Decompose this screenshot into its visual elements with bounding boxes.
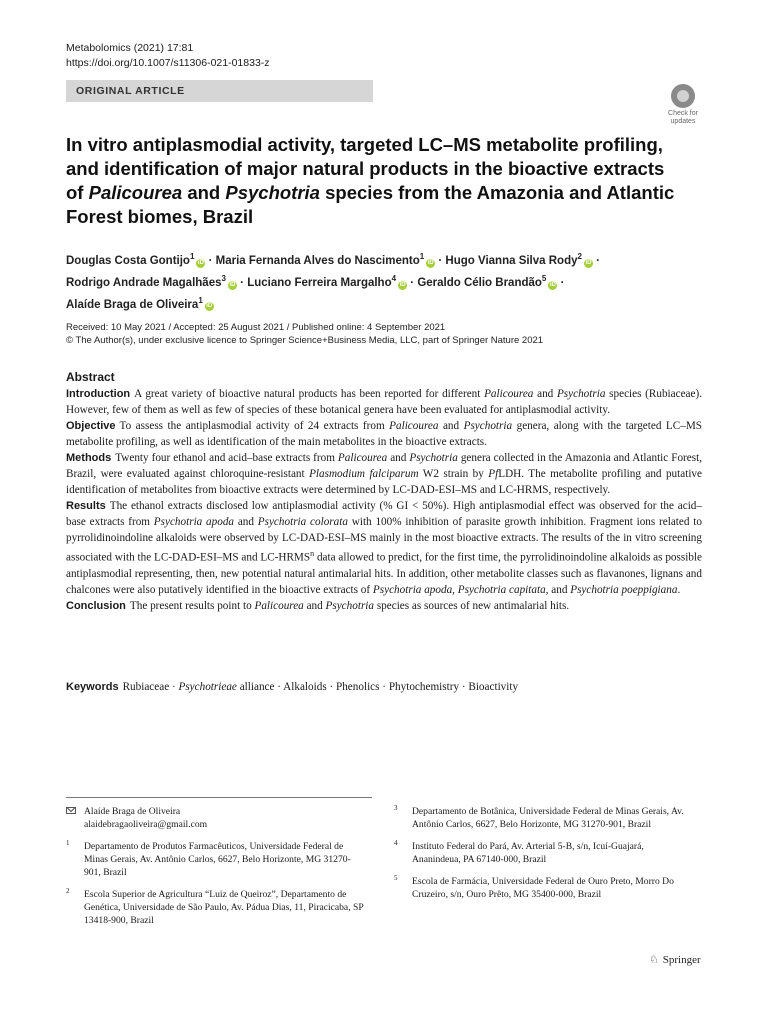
affiliation-3: 3 Departamento de Botânica, Universidade Federal de Minas Gerais, Av. Antônio Carlos, 6627, Belo Horizonte, MG 31270-901, Brazil <box>394 804 684 830</box>
author-name[interactable]: Geraldo Célio Brandão <box>417 276 542 289</box>
abstract-objective: Objective To assess the antiplasmodial activity of 24 extracts from Palicourea and Psychotria genera, along with the targeted LC–MS metabolite profiling, as well as identification of the main metabolites in the bioactive extracts. <box>66 420 702 448</box>
footnotes-left <box>66 805 366 936</box>
article-type-banner: ORIGINAL ARTICLE <box>66 80 373 102</box>
abstract-results: Results The ethanol extracts disclosed low antiplasmodial activity (% GI < 50%). High antiplasmodial effect was observed for the acid–base extracts from Psychotria apoda and Psychotria colorata with 100% inhibition of parasite growth inhibition. Fragment ions related to pyrrolidinoindoline alkaloids were observed by LC-DAD-ESI–MS mainly in the most bioactive extracts. The results of the in vitro screening associated with the LC-DAD-ESI–MS and LC-HRMS$^n$ data allowed to predict, for the first time, the pyrrolidinoindoline alkaloids as possible antiplasmodial representing, then, new potential natural antimalarial hits. In addition, other metabolite classes such as flavanones, lignans and chalcones were also putatively identified in the bioactive extracts of Psychotria apoda, Psychotria capitata, and Psychotria poeppigiana. <box>66 500 702 596</box>
check-updates-icon <box>671 84 695 108</box>
orcid-icon[interactable]: iD <box>197 259 204 266</box>
history-dates: Received: 10 May 2021 / Accepted: 25 August 2021 / Published online: 4 September 2021 <box>66 322 446 333</box>
author-name[interactable]: Maria Fernanda Alves do Nascimento <box>215 254 420 267</box>
envelope-icon <box>66 807 76 814</box>
orcid-icon[interactable]: iD <box>229 281 236 288</box>
check-for-updates-badge[interactable] <box>663 84 703 126</box>
corresponding-name: Alaíde Braga de Oliveira <box>84 806 181 817</box>
keywords: Keywords Rubiaceae · Psychotrieae alliance · Alkaloids · Phenolics · Phytochemistry · Bioactivity <box>66 681 519 693</box>
affiliation-5: 5 Escola de Farmácia, Universidade Federal de Ouro Preto, Morro Do Cruzeiro, s/n, Ouro Prêto, MG 35400-000, Brazil <box>394 874 674 900</box>
article-title: In vitro antiplasmodial activity, targeted LC–MS metabolite profiling, and identification of major natural products in the bioactive extracts of Palicourea and Psychotria species from the Amazonia and Atlantic Forest biomes, Brazil <box>66 134 675 227</box>
affiliation-4: 4 Instituto Federal do Pará, Av. Arterial 5-B, s/n, Icuí-Guajará, Ananindeua, PA 67140-000, Brazil <box>394 839 644 865</box>
check-updates-label: Check for updates <box>668 110 698 125</box>
keywords-label: Keywords <box>66 681 119 693</box>
orcid-icon[interactable]: iD <box>399 281 406 288</box>
springer-horse-icon: ♘ <box>649 954 659 966</box>
publisher-name: Springer <box>662 954 701 966</box>
author-name[interactable]: Rodrigo Andrade Magalhães <box>66 276 222 289</box>
doi-link[interactable]: https://doi.org/10.1007/s11306-021-01833-z <box>66 57 270 69</box>
affiliation-2: 2 Escola Superior de Agricultura “Luiz de Queiroz”, Departamento de Genética, Universidade de São Paulo, Av. Pádua Dias, 11, Piracicaba, SP 13418-900, Brazil <box>66 887 364 926</box>
abstract-section <box>66 370 702 614</box>
author-name[interactable]: Hugo Vianna Silva Rody <box>445 254 578 267</box>
publisher-logo <box>648 953 701 966</box>
corresponding-email[interactable]: alaidebragaoliveira@gmail.com <box>84 819 208 830</box>
abstract-conclusion: Conclusion The present results point to Palicourea and Psychotria species as sources of new antimalarial hits. <box>66 599 570 612</box>
orcid-icon[interactable]: iD <box>585 259 592 266</box>
abstract-heading: Abstract <box>66 370 115 384</box>
abstract-introduction: Introduction A great variety of bioactive natural products has been reported for different Palicourea and Psychotria species (Rubiaceae). However, few of them as well as few of species of these botanical genera have been evaluated for antiplasmodial activity. <box>66 388 703 416</box>
author-list: Douglas Costa Gontijo$^1$iD · Maria Fernanda Alves do Nascimento$^1$iD · Hugo Vianna Silva Rody$^2$iD · Rodrigo Andrade Magalhães$^3$iD · Luciano Ferreira Margalho$^4$iD · Geraldo Célio Brandão$^5$iD · Alaíde Braga de Oliveira$^1$iD <box>66 252 600 311</box>
footnote-divider <box>66 797 372 798</box>
publication-dates <box>66 321 543 347</box>
footnotes-right <box>394 805 694 910</box>
orcid-icon[interactable]: iD <box>549 281 556 288</box>
author-name[interactable]: Luciano Ferreira Margalho <box>247 276 392 289</box>
orcid-icon[interactable]: iD <box>206 303 213 310</box>
journal-header <box>66 41 270 71</box>
affiliation-1: 1 Departamento de Produtos Farmacêuticos, Universidade Federal de Minas Gerais, Av. Antônio Carlos, 6627, Belo Horizonte, MG 31270-901, Brazil <box>66 839 351 878</box>
journal-citation: Metabolomics (2021) 17:81 <box>66 42 194 54</box>
copyright-notice: © The Author(s), under exclusive licence to Springer Science+Business Media, LLC, part of Springer Nature 2021 <box>66 335 544 346</box>
author-name[interactable]: Alaíde Braga de Oliveira <box>66 298 199 311</box>
abstract-methods: Methods Twenty four ethanol and acid–base extracts from Palicourea and Psychotria genera collected in the Amazonia and Atlantic Forest, Brazil, were evaluated against chloroquine-resistant Plasmodium falciparum W2 strain by PfLDH. The metabolite profiling and putative identification of metabolites from bioactive extracts were determined by LC-DAD-ESI–MS and LC-HRMS, respectively. <box>66 452 703 496</box>
orcid-icon[interactable]: iD <box>427 259 434 266</box>
author-name[interactable]: Douglas Costa Gontijo <box>66 254 190 267</box>
corresponding-author <box>66 805 366 831</box>
